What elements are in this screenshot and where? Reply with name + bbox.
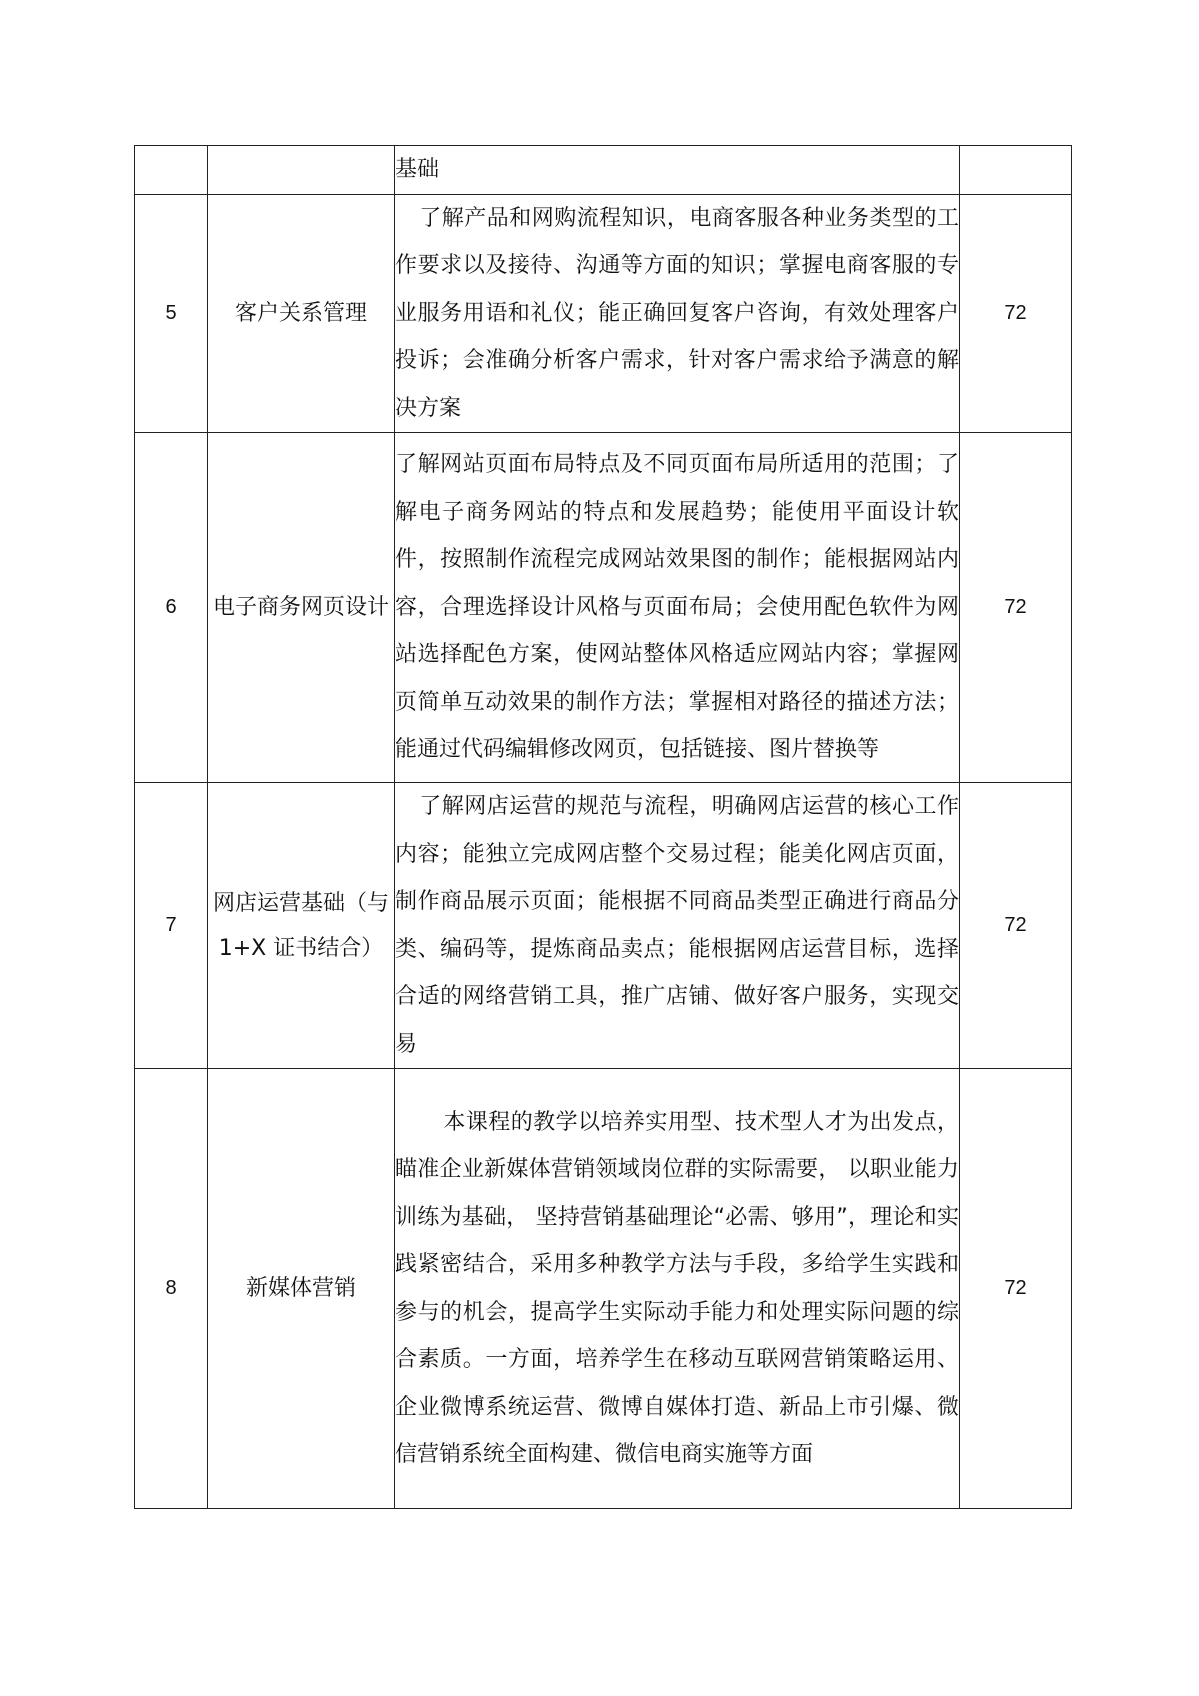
- course-hours-cell: 72: [960, 1069, 1072, 1509]
- course-number-cell: 8: [135, 1069, 208, 1509]
- course-table: [134, 145, 1072, 1509]
- course-hours-cell: 72: [960, 433, 1072, 783]
- course-hours-cell: [960, 146, 1072, 195]
- course-hours-cell: 72: [960, 194, 1072, 433]
- table-row: [135, 194, 1072, 433]
- course-number-cell: 5: [135, 194, 208, 433]
- course-name-cell: 电子商务网页设计: [208, 433, 395, 783]
- course-content-text: 了解网店运营的规范与流程，明确网店运营的核心工作内容；能独立完成网店整个交易过程；能美化网店页面，制作商品展示页面；能根据不同商品类型正确进行商品分类、编码等，提炼商品卖点；能根据网店运营目标，选择合适的网络营销工具，推广店铺、做好客户服务，实现交易: [395, 794, 959, 1057]
- table-row: [135, 433, 1072, 783]
- course-name-cell: 客户关系管理: [208, 194, 395, 433]
- course-name-cell: 新媒体营销: [208, 1069, 395, 1509]
- course-content-cell: [395, 433, 960, 783]
- course-name-cell: [208, 146, 395, 195]
- course-content-cell: [395, 194, 960, 433]
- course-number-cell: [135, 146, 208, 195]
- course-content-text: 了解产品和网购流程知识，电商客服各种业务类型的工作要求以及接待、沟通等方面的知识；掌握电商客服的专业服务用语和礼仪；能正确回复客户咨询，有效处理客户投诉；会准确分析客户需求，针对客户需求给予满意的解决方案: [395, 205, 959, 421]
- course-number-cell: 7: [135, 783, 208, 1069]
- table-row: [135, 783, 1072, 1069]
- table-row: [135, 146, 1072, 195]
- course-name-cell: 网店运营基础（与 1+X 证书结合）: [208, 783, 395, 1069]
- course-content-cell: [395, 783, 960, 1069]
- course-content-text: 基础: [395, 157, 440, 182]
- course-content-cell: [395, 146, 960, 195]
- course-hours-cell: 72: [960, 783, 1072, 1069]
- course-content-text: 了解网站页面布局特点及不同页面布局所适用的范围；了解电子商务网站的特点和发展趋势；能使用平面设计软件，按照制作流程完成网站效果图的制作；能根据网站内容，合理选择设计风格与页面布局；会使用配色软件为网站选择配色方案，使网站整体风格适应网站内容；掌握网页简单互动效果的制作方法；掌握相对路径的描述方法；能通过代码编辑修改网页，包括链接、图片替换等: [395, 452, 959, 763]
- table-row: [135, 1069, 1072, 1509]
- course-content-cell: [395, 1069, 960, 1509]
- course-content-text: 本课程的教学以培养实用型、技术型人才为出发点，瞄准企业新媒体营销领域岗位群的实际需要， 以职业能力训练为基础， 坚持营销基础理论“必需、够用”，理论和实践紧密结合，采用多种教学方法与手段，多给学生实践和参与的机会，提高学生实际动手能力和处理实际问题的综合素质。一方面，培养学生在移动互联网营销策略运用、企业微博系统运营、微博自媒体打造、新品上市引爆、微信营销系统全面构建、微信电商实施等方面: [395, 1109, 959, 1467]
- course-number-cell: 6: [135, 433, 208, 783]
